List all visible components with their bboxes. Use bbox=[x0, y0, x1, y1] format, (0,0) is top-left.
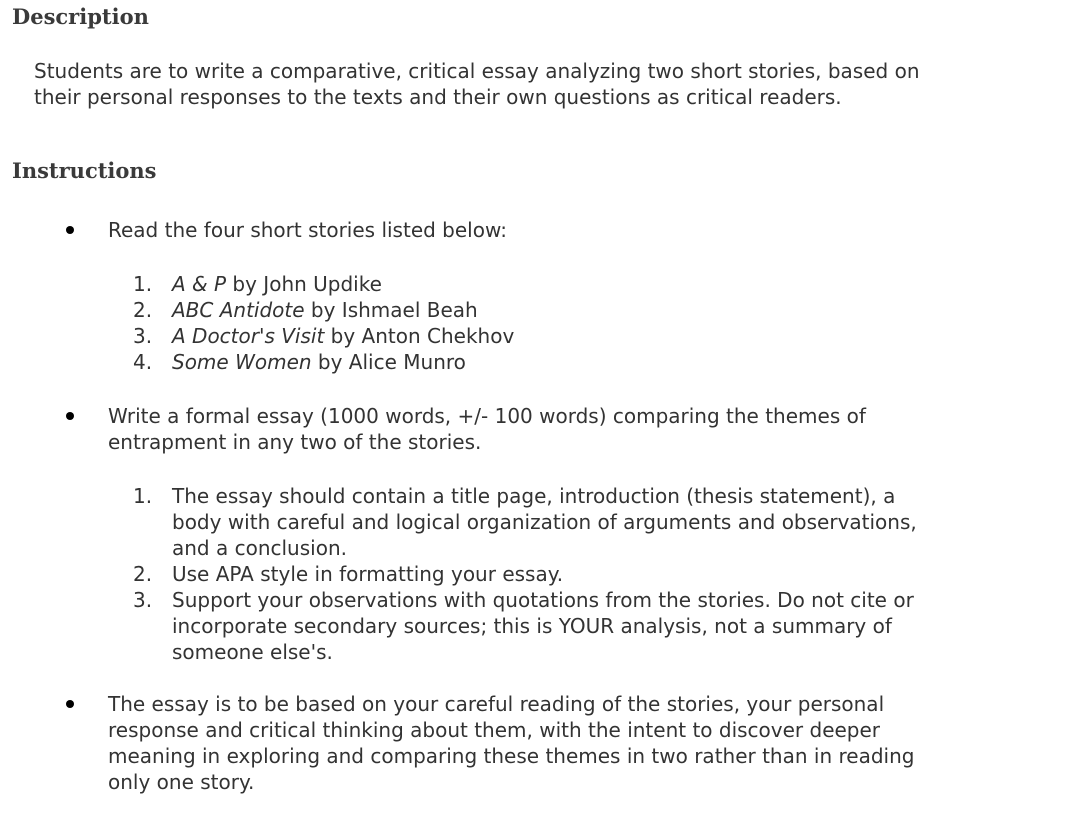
requirement-item bbox=[133, 483, 917, 561]
description-line: Students are to write a comparative, critical essay analyzing two short stories, based on bbox=[34, 59, 920, 83]
story-title: ABC Antidote bbox=[172, 298, 305, 322]
bullet-write-essay bbox=[108, 403, 866, 455]
bullet-line: entrapment in any two of the stories. bbox=[108, 430, 482, 454]
bullet-marker bbox=[66, 217, 80, 243]
story-author: by Ishmael Beah bbox=[304, 298, 478, 322]
story-title: Some Women bbox=[172, 350, 312, 374]
list-number: 4. bbox=[133, 350, 153, 374]
bullet-line: response and critical thinking about them, with the intent to discover deeper bbox=[108, 718, 881, 742]
requirement-line: Support your observations with quotations from the stories. Do not cite or bbox=[172, 588, 914, 612]
requirement-item bbox=[133, 587, 917, 665]
story-title: A Doctor's Visit bbox=[172, 324, 325, 348]
story-item bbox=[133, 349, 514, 375]
requirement-line: body with careful and logical organization of arguments and observations, bbox=[172, 510, 917, 534]
essay-requirements-list bbox=[133, 483, 917, 665]
bullet-line: meaning in exploring and comparing these themes in two rather than in reading bbox=[108, 744, 915, 768]
description-line: their personal responses to the texts and their own questions as critical readers. bbox=[34, 85, 842, 109]
story-list bbox=[133, 271, 514, 375]
bullet-read-stories: Read the four short stories listed below: bbox=[108, 218, 507, 242]
list-number: 2. bbox=[133, 298, 153, 322]
list-number: 3. bbox=[133, 324, 153, 348]
bullet-line: The essay is to be based on your careful reading of the stories, your personal bbox=[108, 692, 885, 716]
description-text bbox=[34, 58, 920, 110]
story-author: by John Updike bbox=[226, 272, 382, 296]
story-author: by Alice Munro bbox=[311, 350, 466, 374]
requirement-item bbox=[133, 561, 917, 587]
list-number: 2. bbox=[133, 562, 153, 586]
list-number: 3. bbox=[133, 588, 153, 612]
bullet-marker bbox=[66, 691, 80, 717]
list-number: 1. bbox=[133, 272, 153, 296]
requirement-line: The essay should contain a title page, introduction (thesis statement), a bbox=[172, 484, 896, 508]
bullet-essay-basis bbox=[108, 691, 914, 795]
list-number: 1. bbox=[133, 484, 153, 508]
requirement-line: and a conclusion. bbox=[172, 536, 347, 560]
story-title: A & P bbox=[172, 272, 227, 296]
bullet-line: Write a formal essay (1000 words, +/- 100 words) comparing the themes of bbox=[108, 404, 866, 428]
requirement-line: incorporate secondary sources; this is YOUR analysis, not a summary of bbox=[172, 614, 892, 638]
story-item bbox=[133, 271, 514, 297]
bullet-line: only one story. bbox=[108, 770, 255, 794]
bullet-marker bbox=[66, 403, 80, 429]
requirement-line: someone else's. bbox=[172, 640, 333, 664]
story-item bbox=[133, 323, 514, 349]
description-heading: Description bbox=[12, 4, 149, 29]
story-author: by Anton Chekhov bbox=[324, 324, 515, 348]
requirement-line: Use APA style in formatting your essay. bbox=[172, 562, 564, 586]
story-item bbox=[133, 297, 514, 323]
instructions-heading: Instructions bbox=[12, 158, 157, 183]
